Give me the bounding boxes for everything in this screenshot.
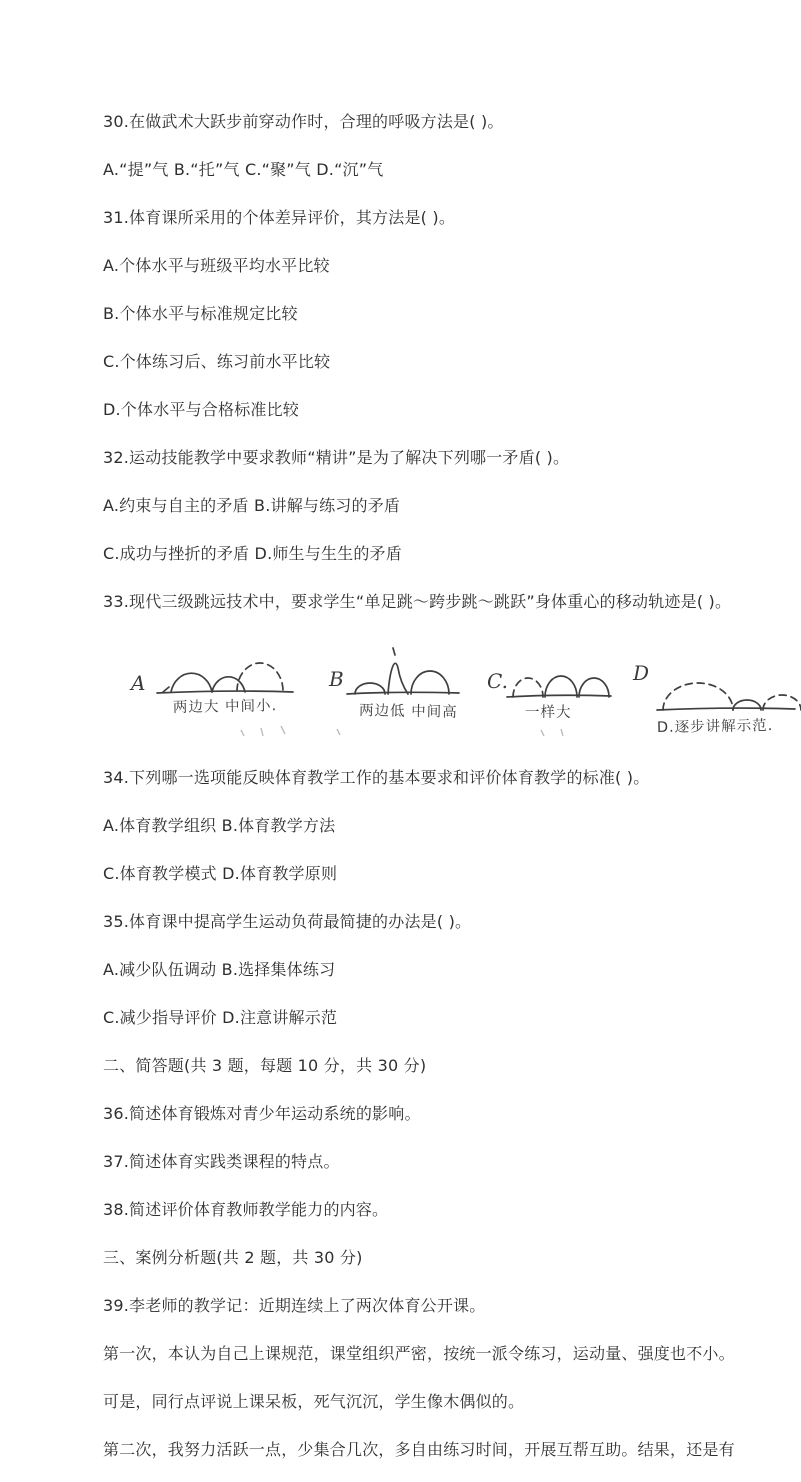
question-31-option-a: A.个体水平与班级平均水平比较 [103,256,330,275]
question-31-option-d: D.个体水平与合格标准比较 [103,400,300,419]
figure-letter-b: B [329,667,344,691]
figure-letter-c: C. [487,669,508,693]
trajectory-option-b [328,648,459,721]
question-39: 39.李老师的教学记：近期连续上了两次体育公开课。 [103,1296,486,1315]
section-2-header: 二、简答题(共 3 题，每题 10 分，共 30 分) [103,1056,427,1075]
figure-caption-c: 一样大 [525,705,572,721]
question-37: 37.简述体育实践类课程的特点。 [103,1152,340,1171]
section-3-header: 三、案例分析题(共 2 题，共 30 分) [103,1248,363,1267]
figure-letter-d: D [633,661,650,685]
question-33: 33.现代三级跳远技术中，要求学生“单足跳～跨步跳～跳跃”身体重心的移动轨迹是( )。 [103,592,732,611]
figure-caption-a: 两边大 中间小. [172,698,278,716]
question-35: 35.体育课中提高学生运动负荷最简捷的办法是( )。 [103,912,472,931]
question-31: 31.体育课所采用的个体差异评价，其方法是( )。 [103,208,456,227]
question-39-para-3: 第二次，我努力活跃一点，少集合几次，多自由练习时间，开展互帮互助。结果，还是有 [103,1440,735,1459]
question-39-para-2: 可是，同行点评说上课呆板，死气沉沉，学生像木偶似的。 [103,1392,525,1411]
question-32: 32.运动技能教学中要求教师“精讲”是为了解决下列哪一矛盾( )。 [103,448,570,467]
question-30: 30.在做武术大跃步前穿动作时，合理的呼吸方法是( )。 [103,112,504,131]
question-32-options-ab: A.约束与自主的矛盾 B.讲解与练习的矛盾 [103,496,401,515]
question-34: 34.下列哪一选项能反映体育教学工作的基本要求和评价体育教学的标准( )。 [103,768,650,787]
figure-caption-d: D.逐步讲解示范. [656,717,774,736]
question-32-options-cd: C.成功与挫折的矛盾 D.师生与生生的矛盾 [103,544,402,563]
question-33-figure [103,634,779,746]
question-31-option-b: B.个体水平与标准规定比较 [103,304,298,323]
question-39-para-1: 第一次，本认为自己上课规范，课堂组织严密，按统一派令练习，运动量、强度也不小。 [103,1344,735,1363]
trajectory-option-c [487,669,611,736]
question-30-options: A.“提”气 B.“托”气 C.“聚”气 D.“沉”气 [103,160,384,179]
trajectory-option-a [129,663,340,736]
figure-caption-b: 两边低 中间高 [358,703,458,721]
trajectory-sketch-svg [111,642,801,742]
question-35-options-ab: A.减少队伍调动 B.选择集体练习 [103,960,336,979]
question-38: 38.简述评价体育教师教学能力的内容。 [103,1200,389,1219]
question-31-option-c: C.个体练习后、练习前水平比较 [103,352,331,371]
figure-letter-a: A [131,671,146,695]
question-34-options-ab: A.体育教学组织 B.体育教学方法 [103,816,336,835]
question-36: 36.简述体育锻炼对青少年运动系统的影响。 [103,1104,421,1123]
question-34-options-cd: C.体育教学模式 D.体育教学原则 [103,864,338,883]
trajectory-option-d [632,661,801,736]
exam-body [103,90,779,1482]
question-35-options-cd: C.减少指导评价 D.注意讲解示范 [103,1008,338,1027]
